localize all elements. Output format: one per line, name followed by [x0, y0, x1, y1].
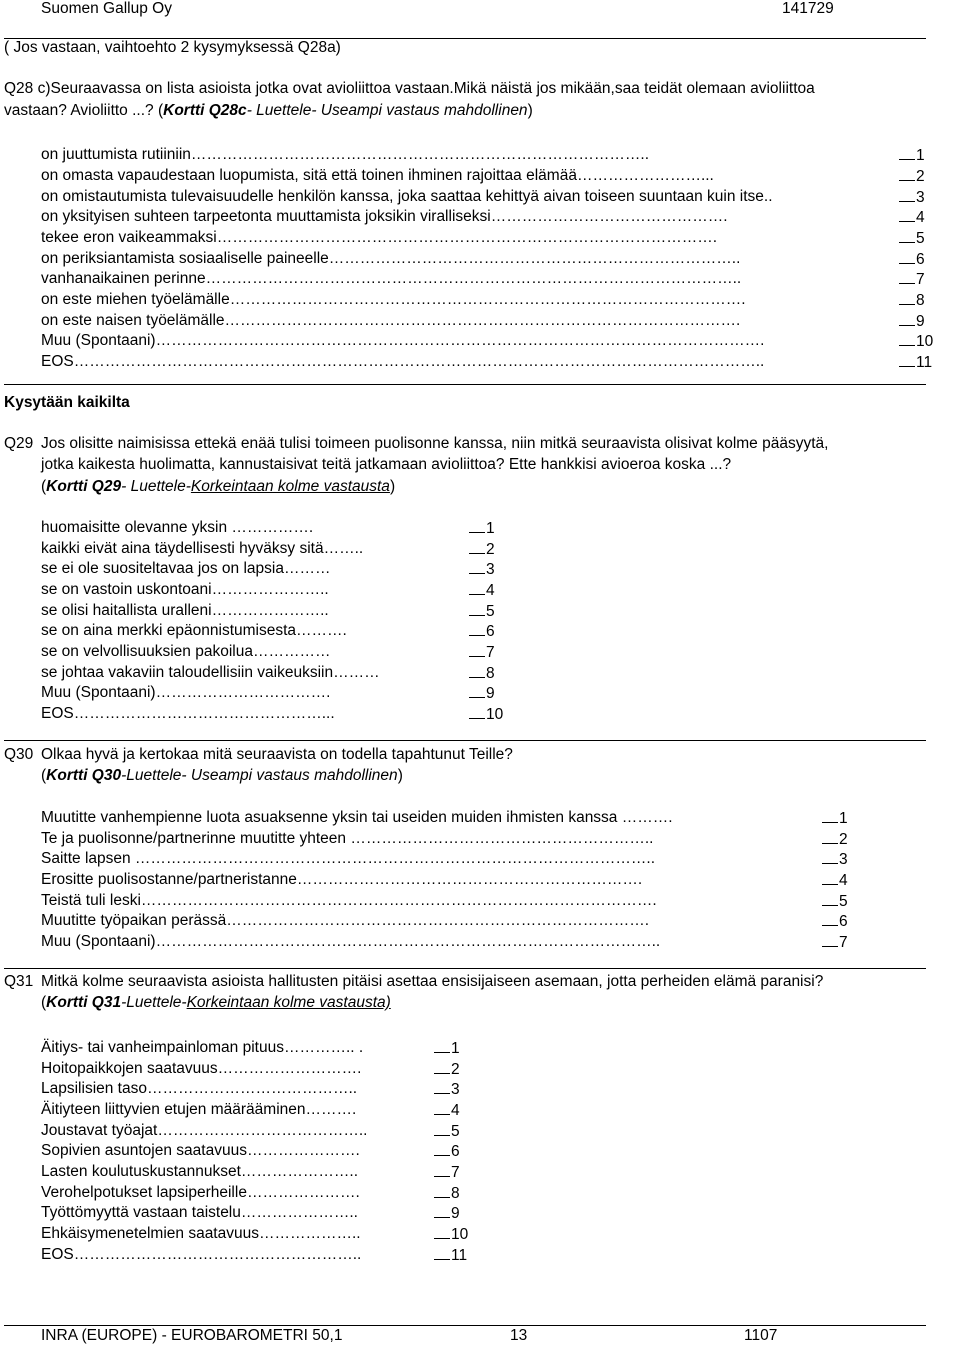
q28-card-label: Kortti Q28c — [163, 102, 247, 119]
q31-option-label: Ehkäisymenetelmien saatavuus……………….. — [41, 1225, 361, 1242]
q31-option-label: Äitiyteen liittyvien etujen määrääminen………. — [41, 1101, 357, 1118]
q28-condition: ( Jos vastaan, vaihtoehto 2 kysymyksessä Q28a) — [4, 39, 341, 56]
q28-option-label: on juuttumista rutiiniin…………………………………………………………………………….. — [41, 146, 650, 163]
q30-number: Q30 — [4, 746, 34, 763]
q31-text-line1: Mitkä kolme seuraavista asioista hallitusten pitäisi asettaa ensisijaiseen asemaan, jotta perheiden elämä paranisi? — [41, 973, 824, 990]
q31-option-label: Lasten koulutuskustannukset………………….. — [41, 1163, 359, 1180]
q30-option-code[interactable]: 2 — [822, 829, 848, 851]
q29-option-label: se on aina merkki epäonnistumisesta………. — [41, 622, 347, 639]
q31-option-label: Lapsilisien taso………………………………….. — [41, 1080, 358, 1097]
q30-rule — [4, 968, 926, 969]
q29-option-code[interactable]: 1 — [469, 518, 495, 540]
q31-option-label: EOS……………………………………………….. — [41, 1246, 362, 1263]
q28-option-label: on periksiantamista sosiaaliselle paineelle…………………………………………………………………….. — [41, 250, 741, 267]
q31-option-code[interactable]: 6 — [434, 1141, 460, 1163]
q29-option-label: Muu (Spontaani)……………………………. — [41, 684, 331, 701]
q30-option-label: Muutitte työpaikan perässä………………………………………………………………………. — [41, 912, 650, 929]
q28-option-label: on yksityisen suhteen tarpeetonta muuttamista joksikin viralliseksi………………………………………. — [41, 208, 728, 225]
q31-option-label: Sopivien asuntojen saatavuus…………………. — [41, 1142, 360, 1159]
q29-option-code[interactable]: 10 — [469, 704, 503, 726]
q29-option-label: se ei ole suositeltavaa jos on lapsia……… — [41, 560, 331, 577]
footer-page-number: 13 — [510, 1327, 528, 1344]
q31-option-code[interactable]: 11 — [434, 1245, 467, 1267]
q29-option-label: EOS…………………………………………... — [41, 705, 335, 722]
footer-code: 1107 — [744, 1327, 778, 1344]
q30-card-instruction: (Kortti Q30-Luettele- Useampi vastaus mahdollinen) — [41, 767, 403, 784]
q29-option-label: kaikki eivät aina täydellisesti hyväksy sitä…….. — [41, 540, 364, 557]
q30-option-label: Erositte puolisostanne/partneristanne…………………………………………………………. — [41, 871, 643, 888]
q29-rule — [4, 740, 926, 741]
q29-number: Q29 — [4, 435, 34, 452]
q31-option-code[interactable]: 3 — [434, 1079, 460, 1101]
q30-text-line1: Olkaa hyvä ja kertokaa mitä seuraavista on todella tapahtunut Teille? — [41, 746, 513, 763]
q30-option-code[interactable]: 1 — [822, 808, 848, 830]
q28-option-code[interactable]: 5 — [899, 228, 925, 250]
q30-option-label: Muu (Spontaani)…………………………………………………………………………………….. — [41, 933, 661, 950]
q29-option-code[interactable]: 9 — [469, 683, 495, 705]
q31-option-code[interactable]: 1 — [434, 1038, 460, 1060]
q31-option-label: Joustavat työajat………………………………….. — [41, 1122, 368, 1139]
q30-option-label: Te ja puolisonne/partnerinne muutitte yhteen ………………………………………………….. — [41, 830, 654, 847]
q31-option-code[interactable]: 4 — [434, 1100, 460, 1122]
q28-option-label: EOS…………………………………………………………………………………………………………………….. — [41, 353, 765, 370]
q28-text-line2: vastaan? Avioliitto ...? (Kortti Q28c- Luettele- Useampi vastaus mahdollinen) — [4, 102, 533, 119]
q30-option-label: Teistä tuli leski………………………………………………………………………………………. — [41, 892, 657, 909]
footer-rule — [4, 1325, 926, 1326]
q29-card-label: Kortti Q29 — [46, 478, 122, 495]
q31-option-code[interactable]: 7 — [434, 1162, 460, 1184]
header-company: Suomen Gallup Oy — [41, 0, 172, 17]
q29-option-label: se johtaa vakaviin taloudellisiin vaikeuksiin……… — [41, 664, 380, 681]
q29-option-code[interactable]: 5 — [469, 601, 495, 623]
q28-option-label: on este miehen työelämälle………………………………………………………………………………………. — [41, 291, 746, 308]
q29-option-code[interactable]: 4 — [469, 580, 495, 602]
q30-card-label: Kortti Q30 — [46, 767, 122, 784]
q30-option-code[interactable]: 6 — [822, 911, 848, 933]
q29-text-line1: Jos olisitte naimisissa ettekä enää tulisi toimeen puolisonne kanssa, niin mitkä seuraavista olisivat kolme pääsyytä, — [41, 435, 829, 452]
q28-option-code[interactable]: 2 — [899, 166, 925, 188]
q31-option-code[interactable]: 2 — [434, 1059, 460, 1081]
q30-option-code[interactable]: 7 — [822, 932, 848, 954]
q29-option-code[interactable]: 2 — [469, 539, 495, 561]
q31-option-label: Verohelpotukset lapsiperheille…………………. — [41, 1184, 360, 1201]
q28-option-label: vanhanaikainen perinne………………………………………………………………………………………….. — [41, 270, 742, 287]
q28-option-label: on este naisen työelämälle………………………………………………………………………………………. — [41, 312, 741, 329]
q30-option-label: Muutitte vanhempienne luota asuaksenne yksin tai useiden muiden ihmisten kanssa ………. — [41, 809, 673, 826]
q28-rule — [4, 384, 926, 385]
q29-option-label: se on vastoin uskontoani………………….. — [41, 581, 329, 598]
q31-option-code[interactable]: 8 — [434, 1183, 460, 1205]
q29-text-line2: jotka kaikesta huolimatta, kannustaisivat teitä jatkamaan avioliittoa? Ette hankkisi avioeroa koska ...? — [41, 456, 732, 473]
q31-card-instruction: (Kortti Q31-Luettele-Korkeintaan kolme vastausta) — [41, 994, 391, 1011]
q29-option-code[interactable]: 8 — [469, 663, 495, 685]
q28-option-code[interactable]: 8 — [899, 290, 925, 312]
q28-option-code[interactable]: 10 — [899, 331, 933, 353]
q29-option-label: se on velvollisuuksien pakoilua…………… — [41, 643, 331, 660]
q30-option-code[interactable]: 5 — [822, 891, 848, 913]
q31-card-label: Kortti Q31 — [46, 994, 122, 1011]
q28-option-label: on omistautumista tulevaisuudelle henkilön kanssa, joka saattaa kehittyä aivan toiseen suuntaan kuin itse.. — [41, 188, 773, 205]
q30-option-code[interactable]: 3 — [822, 849, 848, 871]
q28-option-code[interactable]: 11 — [899, 352, 932, 374]
q31-option-label: Työttömyyttä vastaan taistelu………………….. — [41, 1204, 358, 1221]
q29-option-label: se olisi haitallista uralleni………………….. — [41, 602, 329, 619]
q29-option-code[interactable]: 6 — [469, 621, 495, 643]
q31-number: Q31 — [4, 973, 34, 990]
q28-text-line1: Q28 c)Seuraavassa on lista asioista jotka ovat avioliittoa vastaan.Mikä näistä jos mikään,saa teidät olemaan avioliittoa — [4, 80, 815, 97]
q28-option-code[interactable]: 1 — [899, 145, 925, 167]
q28-option-label: tekee eron vaikeammaksi……………………………………………………………………………………. — [41, 229, 718, 246]
q28-option-code[interactable]: 9 — [899, 311, 925, 333]
q29-option-label: huomaisitte olevanne yksin ……………. — [41, 519, 314, 536]
q31-option-label: Äitiys- tai vanheimpainloman pituus………….. . — [41, 1039, 364, 1056]
q28-option-code[interactable]: 7 — [899, 269, 925, 291]
q31-option-label: Hoitopaikkojen saatavuus………………………. — [41, 1060, 362, 1077]
footer-survey-name: INRA (EUROPE) - EUROBAROMETRI 50,1 — [41, 1327, 343, 1344]
q29-option-code[interactable]: 3 — [469, 559, 495, 581]
q31-option-code[interactable]: 5 — [434, 1121, 460, 1143]
section-title: Kysytään kaikilta — [4, 394, 130, 411]
q31-option-code[interactable]: 10 — [434, 1224, 468, 1246]
q30-option-label: Saitte lapsen ……………………………………………………………………………………….. — [41, 850, 656, 867]
q28-option-label: Muu (Spontaani)………………………………………………………………………………………………………. — [41, 332, 765, 349]
q30-option-code[interactable]: 4 — [822, 870, 848, 892]
header-code: 141729 — [782, 0, 834, 17]
q29-option-code[interactable]: 7 — [469, 642, 495, 664]
q29-card-instruction: (Kortti Q29- Luettele-Korkeintaan kolme vastausta) — [41, 478, 396, 495]
q31-option-code[interactable]: 9 — [434, 1203, 460, 1225]
q28-option-code[interactable]: 3 — [899, 187, 925, 209]
q28-option-code[interactable]: 4 — [899, 207, 925, 229]
q28-option-code[interactable]: 6 — [899, 249, 925, 271]
q28-option-label: on omasta vapaudestaan luopumista, sitä että toinen ihminen rajoittaa elämää……………………... — [41, 167, 714, 184]
